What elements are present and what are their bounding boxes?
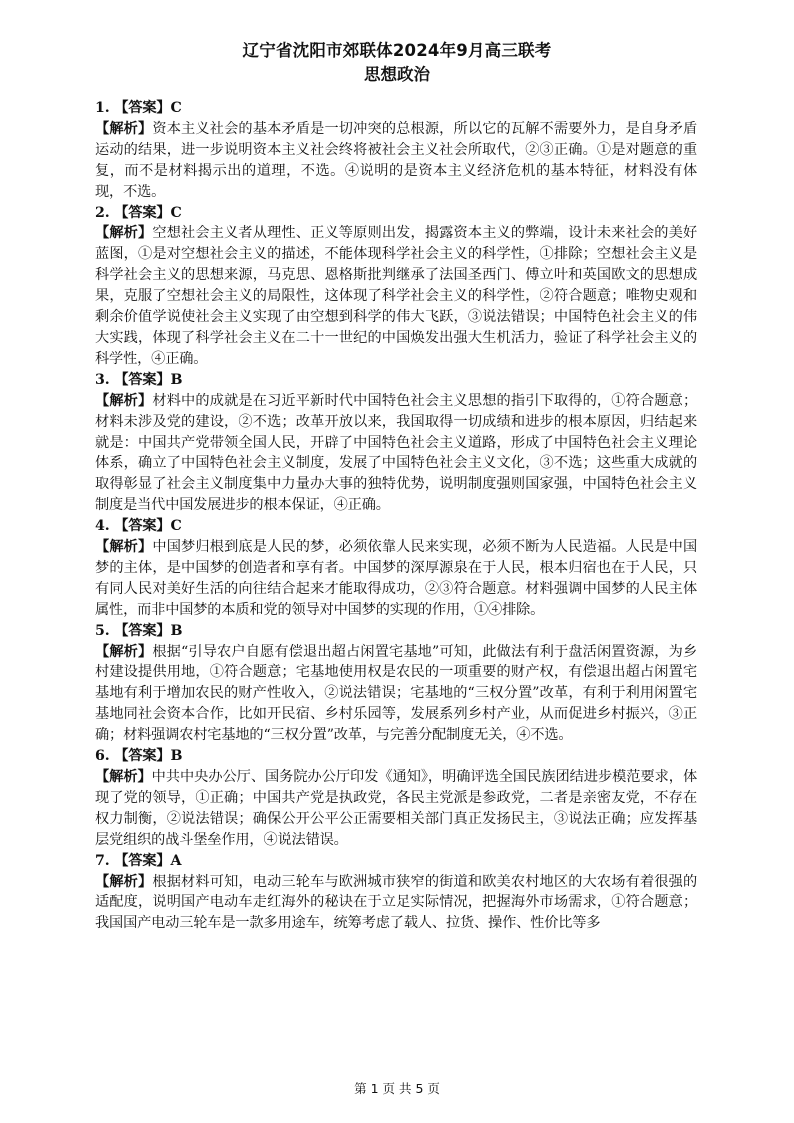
- answer-line-2: 2. 【答案】C: [95, 204, 182, 221]
- analysis-paragraph-2: [95, 223, 697, 369]
- analysis-tag: 【解析】: [95, 225, 153, 242]
- analysis-text-1: 资本主义社会的基本矛盾是一切冲突的总根源，所以它的瓦解不需要外力，是自身矛盾运动的结果，进一步说明资本主义社会终将被社会主义社会所取代，②③正确。①是对题意的重复，而不是材料揭示出的道理，不选。④说明的是资本主义经济危机的基本特征，材料没有体现，不选。: [95, 120, 697, 200]
- analysis-paragraph-1: [95, 119, 697, 203]
- analysis-text-6: 中共中央办公厅、国务院办公厅印发《通知》，明确评选全国民族团结进步模范要求，体现了党的领导，①正确；中国共产党是执政党，各民主党派是参政党，二者是亲密友党，不存在权力制衡，②说法错误；确保公开公平公正需要相关部门真正发扬民主，③说法正确；应发挥基层党组织的战斗堡垒作用，④说法错误。: [95, 769, 697, 848]
- analysis-text-4: 中国梦归根到底是人民的梦，必须依靠人民来实现，必须不断为人民造福。人民是中国梦的主体，是中国梦的创造者和享有者。中国梦的深厚源泉在于人民，根本归宿也在于人民，只有同人民对美好生活的向往结合起来才能取得成功，②③符合题意。材料强调中国梦的人民主体属性，而非中国梦的本质和党的领导对中国梦的实现的作用，①④排除。: [95, 539, 697, 618]
- analysis-paragraph-5: [95, 642, 697, 747]
- analysis-paragraph-6: [95, 767, 697, 851]
- exam-title: 辽宁省沈阳市郊联体2024年9月高三联考: [242, 41, 552, 60]
- analysis-paragraph-3: [95, 391, 697, 516]
- analysis-text-2: 空想社会主义者从理性、正义等原则出发，揭露资本主义的弊端，设计未来社会的美好蓝图，①是对空想社会主义的描述，不能体现科学社会主义的科学性，①排除；空想社会主义是科学社会主义的思想来源，马克思、恩格斯批判继承了法国圣西门、傅立叶和英国欧文的思想成果，克服了空想社会主义的局限性，这体现了科学社会主义的科学性，②符合题意；唯物史观和剩余价值学说使社会主义实现了由空想到科学的伟大飞跃，③说法错误；中国特色社会主义的伟大实践，体现了科学社会主义在二十一世纪的中国焕发出强大生机活力，验证了科学社会主义的科学性，④正确。: [95, 225, 697, 367]
- analysis-tag: 【解析】: [95, 873, 153, 890]
- analysis-tag: 【解析】: [95, 120, 153, 137]
- answer-line-7: 7. 【答案】A: [95, 852, 182, 869]
- analysis-tag: 【解析】: [95, 392, 153, 409]
- analysis-paragraph-7: [95, 872, 697, 935]
- answer-line-1: 1. 【答案】C: [95, 100, 182, 116]
- analysis-tag: 【解析】: [95, 643, 153, 660]
- page-number-footer: 第 1 页 共 5 页: [354, 1081, 440, 1096]
- answer-line-4: 4. 【答案】C: [95, 518, 182, 535]
- answer-content: [95, 98, 697, 934]
- analysis-tag: 【解析】: [95, 769, 152, 785]
- analysis-text-3: 材料中的成就是在习近平新时代中国特色社会主义思想的指引下取得的，①符合题意；材料未涉及党的建设，②不选；改革开放以来，我国取得一切成绩和进步的根本原因，归结起来就是：中国共产党带领全国人民，开辟了中国特色社会主义道路，形成了中国特色社会主义理论体系，确立了中国特色社会主义制度，发展了中国特色社会主义文化，③不选；这些重大成就的取得彰显了社会主义制度集中力量办大事的独特优势，说明制度强则国家强，中国特色社会主义制度是当代中国发展进步的根本保证，④正确。: [95, 392, 697, 514]
- analysis-text-5: 根据“引导农户自愿有偿退出超占闲置宅基地”可知，此做法有利于盘活闲置资源，为乡村建设提供用地，①符合题意；宅基地使用权是农民的一项重要的财产权，有偿退出超占闲置宅基地有利于增加农民的财产性收入，②说法错误；宅基地的“三权分置”改革，有利于利用闲置宅基地同社会资本合作，比如开民宿、乡村乐园等，发展系列乡村产业，从而促进乡村振兴，③正确；材料强调农村宅基地的“三权分置”改革，与完善分配制度无关，④不选。: [95, 643, 697, 744]
- answer-line-3: 3. 【答案】B: [95, 371, 183, 388]
- analysis-text-7: 根据材料可知，电动三轮车与欧洲城市狭窄的街道和欧美农村地区的大农场有着很强的适配度，说明国产电动车走红海外的秘诀在于立足实际情况，把握海外市场需求，①符合题意；我国国产电动三轮车是一款多用途车，统筹考虑了载人、拉货、操作、性价比等多: [95, 873, 697, 932]
- analysis-paragraph-4: [95, 537, 697, 621]
- analysis-tag: 【解析】: [95, 539, 153, 556]
- answer-line-6: 6. 【答案】B: [95, 748, 183, 765]
- subject-title: 思想政治: [364, 65, 430, 84]
- page-header: [0, 40, 794, 86]
- answer-line-5: 5. 【答案】B: [95, 622, 183, 639]
